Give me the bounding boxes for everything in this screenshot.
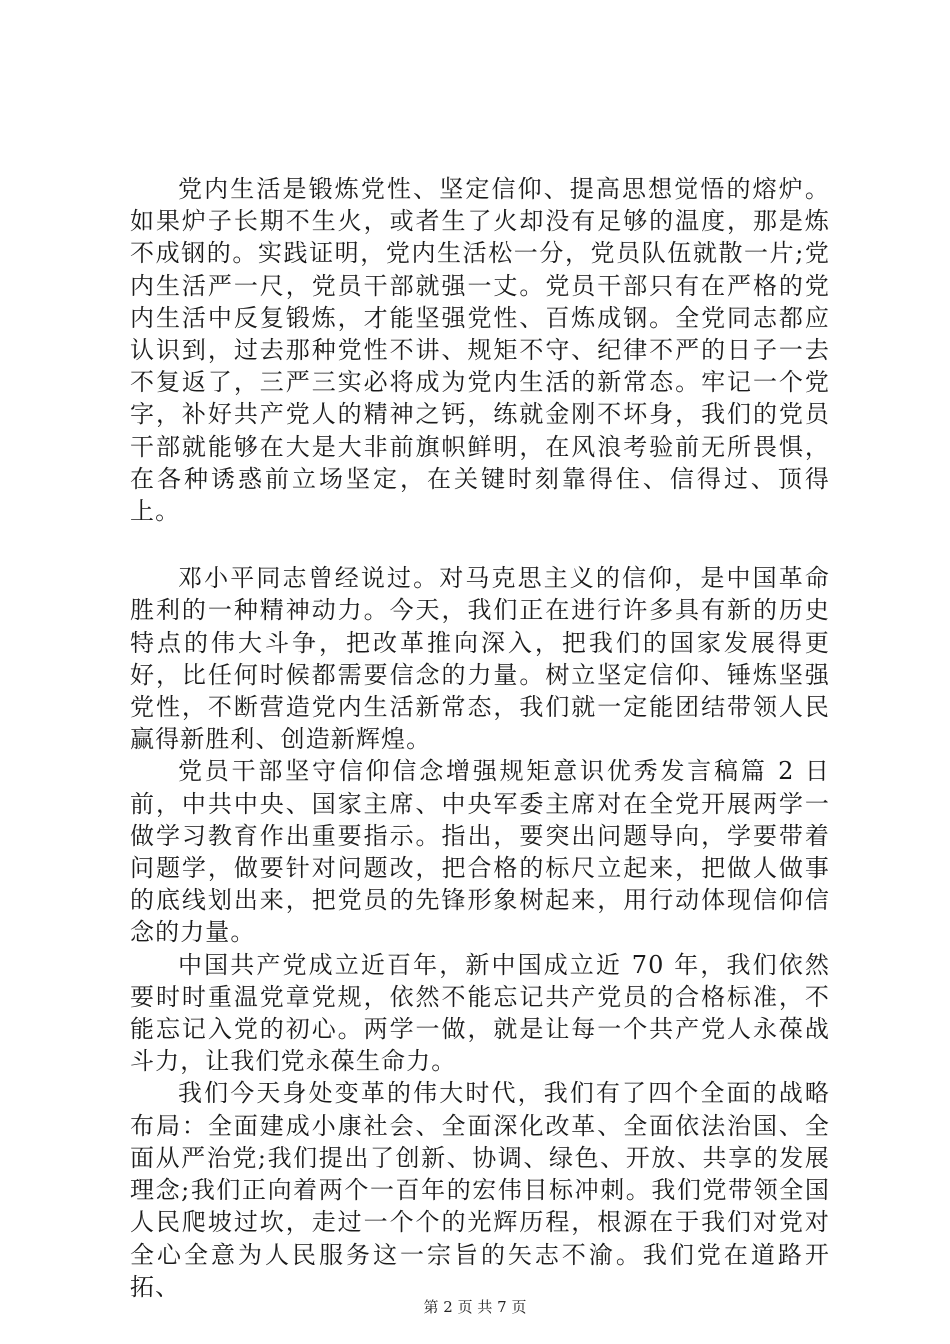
paragraph-5: 我们今天身处变革的伟大时代，我们有了四个全面的战略布局：全面建成小康社会、全面深化改革、全面依法治国、全面从严治党;我们提出了创新、协调、绿色、开放、共享的发展理念;我们正向着两个一百年的宏伟目标冲刺。我们党带领全国人民爬坡过坎，走过一个个的光辉历程，根源在于我们对党对全心全意为人民服务这一宗旨的矢志不渝。我们党在道路开拓、 [130,1079,830,1301]
page-footer: 第 2 页 共 7 页 [423,1298,527,1316]
paragraph-4: 中国共产党成立近百年，新中国成立近 70 年，我们依然要时时重温党章党规，依然不能忘记共产党员的合格标准，不能忘记入党的初心。两学一做，就是让每一个共产党人永葆战斗力，让我们党永葆生命力。 [130,950,830,1076]
paragraph-1: 党内生活是锻炼党性、坚定信仰、提高思想觉悟的熔炉。如果炉子长期不生火，或者生了火却没有足够的温度，那是炼不成钢的。实践证明，党内生活松一分，党员队伍就散一片;党内生活严一尺，党员干部就强一丈。党员干部只有在严格的党内生活中反复锻炼，才能坚强党性、百炼成钢。全党同志都应认识到，过去那种党性不讲、规矩不守、纪律不严的日子一去不复返了，三严三实必将成为党内生活的新常态。牢记一个党字，补好共产党人的精神之钙，练就金刚不坏身，我们的党员干部就能够在大是大非前旗帜鲜明，在风浪考验前无所畏惧，在各种诱惑前立场坚定，在关键时刻靠得住、信得过、顶得上。 [130,175,830,526]
paragraph-2: 邓小平同志曾经说过。对马克思主义的信仰，是中国革命胜利的一种精神动力。今天，我们正在进行许多具有新的历史特点的伟大斗争，把改革推向深入，把我们的国家发展得更好，比任何时候都需要信念的力量。树立坚定信仰、锤炼坚强党性，不断营造党内生活新常态，我们就一定能团结带领人民赢得新胜利、创造新辉煌。 [130,564,830,754]
paragraph-3: 党员干部坚守信仰信念增强规矩意识优秀发言稿篇 2 日前，中共中央、国家主席、中央军委主席对在全党开展两学一做学习教育作出重要指示。指出，要突出问题导向，学要带着问题学，做要针对问题改，把合格的标尺立起来，把做人做事的底线划出来，把党员的先锋形象树起来，用行动体现信仰信念的力量。 [130,757,830,947]
document-body [130,173,830,1303]
